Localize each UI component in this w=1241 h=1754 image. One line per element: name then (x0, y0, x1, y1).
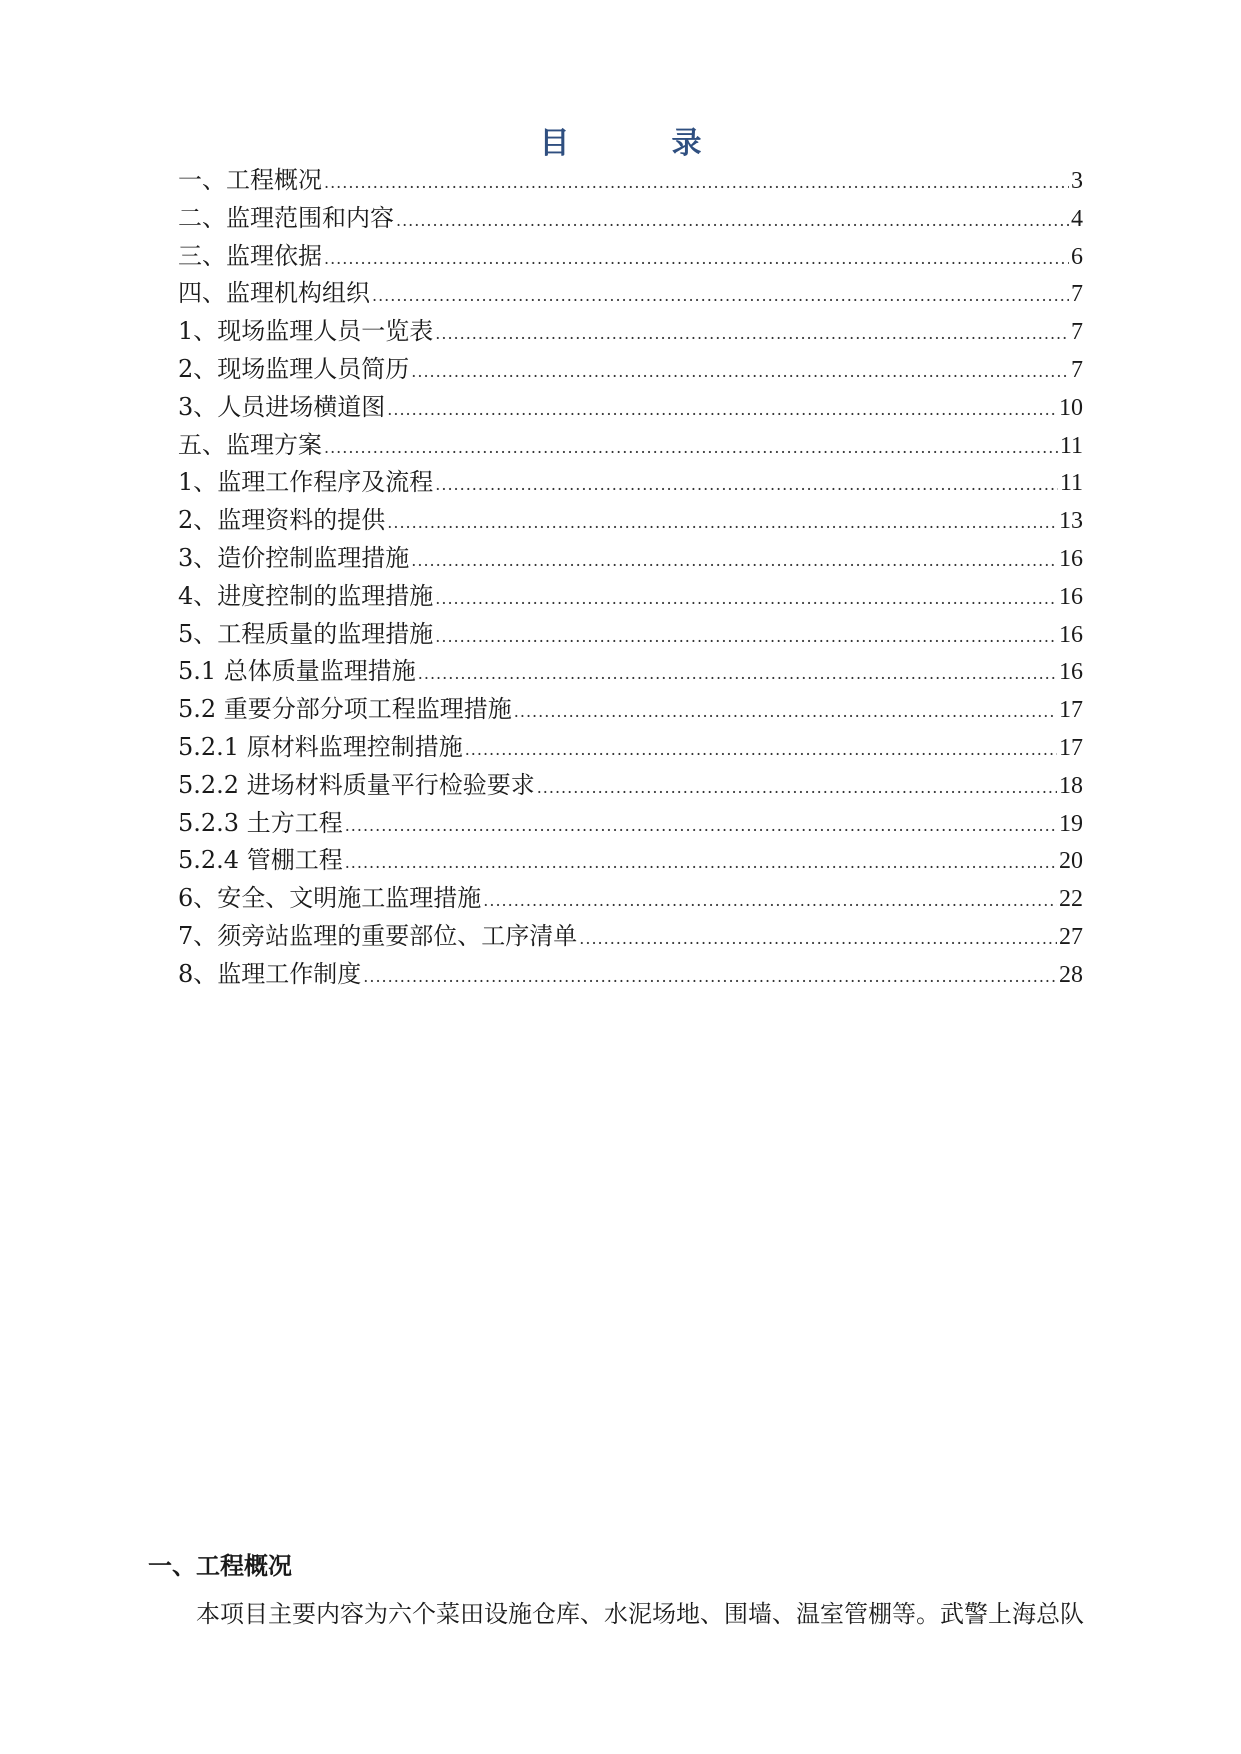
toc-dot-leader (418, 655, 1057, 691)
toc-entry[interactable] (178, 578, 1083, 616)
toc-entry[interactable] (178, 805, 1083, 843)
toc-entry[interactable] (178, 729, 1083, 767)
toc-entry-label: 1、监理工作程序及流程 (178, 468, 434, 497)
toc-entry-label: 5.2.1 原材料监理控制措施 (178, 732, 463, 761)
toc-dot-leader (483, 882, 1057, 918)
toc-dot-leader (387, 391, 1057, 427)
toc-dot-leader (537, 769, 1057, 805)
toc-dot-leader (324, 240, 1069, 276)
toc-entry-label: 四、监理机构组织 (178, 279, 370, 308)
toc-entry[interactable] (178, 842, 1083, 880)
toc-entry-label: 2、现场监理人员简历 (178, 354, 410, 383)
toc-entry-label: 5.2 重要分部分项工程监理措施 (178, 695, 512, 724)
toc-entry[interactable] (178, 616, 1083, 654)
toc-dot-leader (345, 844, 1057, 880)
toc-dot-leader (435, 580, 1057, 616)
toc-entry-page-number: 7 (1071, 281, 1083, 308)
toc-dot-leader (435, 618, 1057, 654)
toc-entry-page-number: 19 (1059, 810, 1083, 837)
toc-entry[interactable] (178, 653, 1083, 691)
section-heading: 一、工程概况 (148, 1552, 292, 1580)
toc-entry-page-number: 17 (1059, 734, 1083, 761)
toc-entry-page-number: 10 (1059, 394, 1083, 421)
toc-dot-leader (435, 315, 1069, 351)
toc-entry-page-number: 11 (1059, 432, 1083, 459)
toc-entry-label: 4、进度控制的监理措施 (178, 581, 434, 610)
toc-dot-leader (363, 958, 1057, 994)
toc-entry[interactable] (178, 956, 1083, 994)
toc-entry-label: 8、监理工作制度 (178, 959, 362, 988)
toc-dot-leader (387, 504, 1057, 540)
toc-dot-leader (579, 920, 1057, 956)
toc-entry[interactable] (178, 691, 1083, 729)
toc-entry[interactable] (178, 502, 1083, 540)
toc-entry-label: 5.2.3 土方工程 (178, 808, 343, 837)
toc-dot-leader (345, 807, 1057, 843)
toc-entry-label: 1、现场监理人员一览表 (178, 317, 434, 346)
toc-entry-label: 5.1 总体质量监理措施 (178, 657, 416, 686)
toc-entry[interactable] (178, 313, 1083, 351)
toc-entry-label: 5.2.4 管棚工程 (178, 846, 343, 875)
toc-entry[interactable] (178, 540, 1083, 578)
toc-entry[interactable] (178, 918, 1083, 956)
toc-entry-page-number: 16 (1059, 659, 1083, 686)
toc-entry-label: 6、安全、文明施工监理措施 (178, 884, 482, 913)
toc-entry-page-number: 16 (1059, 583, 1083, 610)
toc-entry-page-number: 16 (1059, 545, 1083, 572)
toc-dot-leader (396, 202, 1069, 238)
toc-entry-page-number: 13 (1059, 508, 1083, 535)
toc-entry[interactable] (178, 351, 1083, 389)
toc-entry[interactable] (178, 162, 1083, 200)
toc-entry[interactable] (178, 767, 1083, 805)
toc-entry-label: 3、人员进场横道图 (178, 392, 386, 421)
toc-entry-page-number: 17 (1059, 697, 1083, 724)
toc-entry-label: 3、造价控制监理措施 (178, 543, 410, 572)
toc-dot-leader (324, 164, 1069, 200)
toc-entry-page-number: 27 (1059, 923, 1083, 950)
toc-entry[interactable] (178, 275, 1083, 313)
toc-entry[interactable] (178, 427, 1083, 465)
table-of-contents (178, 162, 1083, 994)
toc-entry-page-number: 11 (1059, 470, 1083, 497)
section-paragraph: 本项目主要内容为六个菜田设施仓库、水泥场地、围墙、温室管棚等。武警上海总队 (196, 1600, 1084, 1628)
toc-entry-page-number: 7 (1071, 319, 1083, 346)
toc-entry-label: 一、工程概况 (178, 166, 322, 194)
toc-entry[interactable] (178, 389, 1083, 427)
toc-entry-label: 5.2.2 进场材料质量平行检验要求 (178, 770, 535, 799)
toc-entry-page-number: 6 (1071, 243, 1083, 270)
toc-entry-page-number: 28 (1059, 961, 1083, 988)
toc-dot-leader (465, 731, 1057, 767)
toc-entry-page-number: 20 (1059, 848, 1083, 875)
toc-entry-page-number: 3 (1071, 168, 1083, 194)
toc-entry-page-number: 7 (1071, 356, 1083, 383)
toc-entry[interactable] (178, 464, 1083, 502)
toc-dot-leader (435, 466, 1058, 502)
toc-dot-leader (372, 277, 1069, 313)
toc-entry-label: 二、监理范围和内容 (178, 203, 394, 232)
toc-entry-page-number: 16 (1059, 621, 1083, 648)
toc-entry-label: 7、须旁站监理的重要部位、工序清单 (178, 921, 578, 950)
toc-entry-label: 三、监理依据 (178, 241, 322, 270)
toc-dot-leader (324, 429, 1058, 465)
toc-dot-leader (411, 353, 1069, 389)
toc-entry-page-number: 18 (1059, 772, 1083, 799)
toc-entry[interactable] (178, 880, 1083, 918)
toc-entry-page-number: 4 (1071, 205, 1083, 232)
toc-entry[interactable] (178, 200, 1083, 238)
toc-entry-label: 五、监理方案 (178, 430, 322, 459)
toc-entry[interactable] (178, 238, 1083, 276)
toc-title: 目 录 (539, 126, 738, 161)
toc-entry-label: 5、工程质量的监理措施 (178, 619, 434, 648)
toc-dot-leader (514, 693, 1057, 729)
toc-dot-leader (411, 542, 1057, 578)
toc-entry-page-number: 22 (1059, 886, 1083, 913)
toc-entry-label: 2、监理资料的提供 (178, 506, 386, 535)
